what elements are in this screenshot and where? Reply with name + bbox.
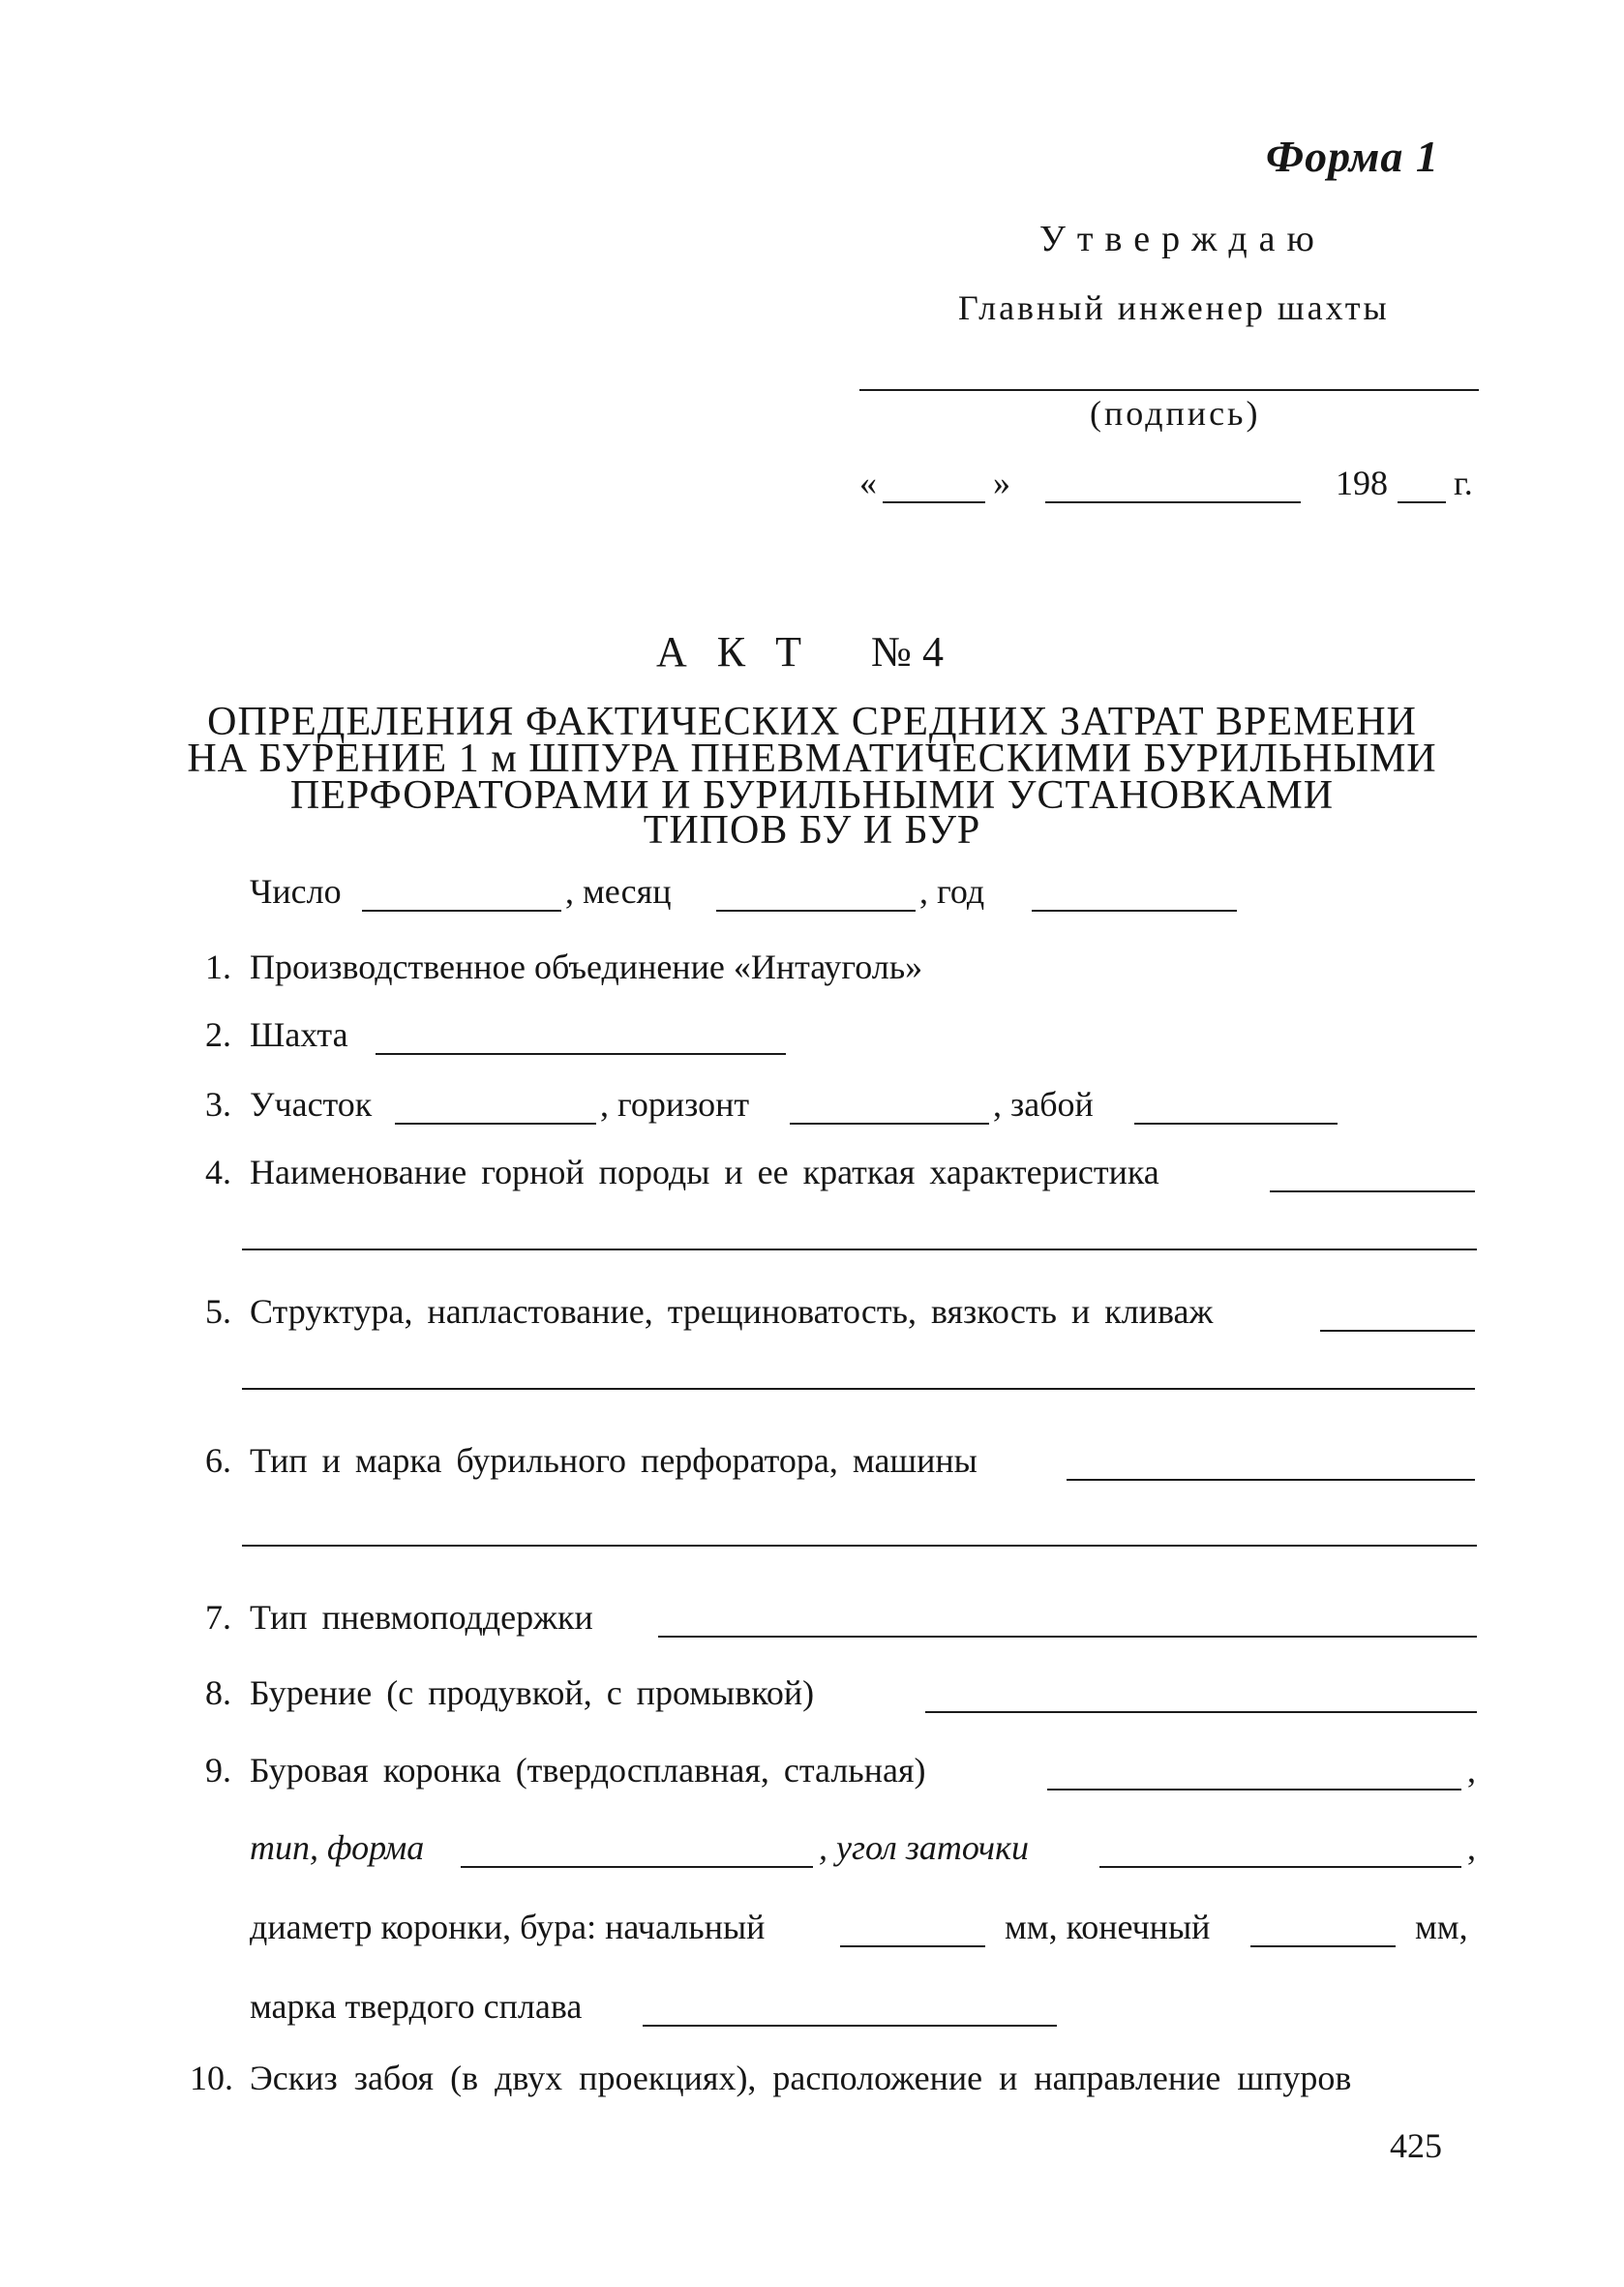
type-form-label: тип, форма (250, 1828, 425, 1867)
item-6-text: Тип и марка бурильного перфоратора, машины (250, 1441, 977, 1480)
initial-diameter-field[interactable] (840, 1945, 985, 1947)
item-1-number: 1. (205, 948, 231, 986)
drill-field[interactable] (1067, 1479, 1475, 1481)
item-6-number: 6. (205, 1441, 231, 1480)
form-label: Форма 1 (1266, 132, 1439, 181)
approval-year-line[interactable] (1398, 501, 1446, 503)
item-9-text: Буровая коронка (твердосплавная, стальная) (250, 1751, 926, 1790)
item-7-number: 7. (205, 1598, 231, 1637)
drill-field-continuation[interactable] (242, 1545, 1477, 1547)
item-2-text: Шахта (250, 1015, 348, 1054)
item-5-text: Структура, напластование, трещиноватость, вязкость и кливаж (250, 1292, 1214, 1331)
year-field[interactable] (1032, 910, 1237, 912)
approval-day-line[interactable] (883, 501, 985, 503)
title-line-3: ПЕРФОРАТОРАМИ И БУРИЛЬНЫМИ УСТАНОВКАМИ (289, 773, 1335, 818)
approval-heading: Утверждаю (1039, 219, 1326, 259)
item-3-number: 3. (205, 1085, 231, 1124)
final-label: мм, конечный (1005, 1908, 1211, 1946)
approver-position: Главный инженер шахты (958, 288, 1390, 327)
face-label: , забой (993, 1085, 1094, 1124)
final-diameter-field[interactable] (1250, 1945, 1396, 1947)
year-label: , год (919, 872, 985, 911)
year-prefix: 198 (1336, 464, 1388, 502)
quote-close: » (993, 464, 1010, 502)
rock-field[interactable] (1270, 1190, 1475, 1192)
alloy-label: марка твердого сплава (250, 1987, 583, 2026)
item-5-number: 5. (205, 1292, 231, 1331)
month-field[interactable] (716, 910, 916, 912)
day-field[interactable] (362, 910, 561, 912)
horizon-label: , горизонт (600, 1085, 750, 1124)
month-label: , месяц (565, 872, 672, 911)
face-field[interactable] (1134, 1123, 1338, 1125)
item-2-number: 2. (205, 1015, 231, 1054)
mine-field[interactable] (376, 1053, 786, 1055)
quote-open: « (859, 464, 877, 502)
page-number: 425 (1390, 2126, 1442, 2165)
title-line-1: ОПРЕДЕЛЕНИЯ ФАКТИЧЕСКИХ СРЕДНИХ ЗАТРАТ ВРЕМЕНИ (207, 700, 1417, 744)
signature-line[interactable] (859, 389, 1479, 391)
item-10-text: Эскиз забоя (в двух проекциях), расположение и направление шпуров (250, 2059, 1352, 2097)
structure-field-continuation[interactable] (242, 1388, 1475, 1390)
item-4-text: Наименование горной породы и ее краткая характеристика (250, 1153, 1159, 1191)
rock-field-continuation[interactable] (242, 1249, 1477, 1250)
horizon-field[interactable] (790, 1123, 989, 1125)
section-field[interactable] (395, 1123, 596, 1125)
item-7-text: Тип пневмоподдержки (250, 1598, 593, 1637)
act-number: № 4 (871, 628, 944, 676)
pneumatic-support-field[interactable] (658, 1636, 1477, 1638)
diameter-label: диаметр коронки, бура: начальный (250, 1908, 766, 1946)
angle-label: , угол заточки (819, 1828, 1029, 1867)
title-line-2: НА БУРЕНИЕ 1 м ШПУРА ПНЕВМАТИЧЕСКИМИ БУРИЛЬНЫМИ (187, 737, 1437, 781)
title-line-4: ТИПОВ БУ И БУР (643, 808, 981, 853)
drilling-method-field[interactable] (925, 1711, 1477, 1713)
alloy-field[interactable] (643, 2025, 1057, 2027)
item-9-comma-2: , (1467, 1828, 1476, 1867)
bit-material-field[interactable] (1047, 1789, 1461, 1790)
item-4-number: 4. (205, 1153, 231, 1191)
item-8-number: 8. (205, 1673, 231, 1712)
mm-label: мм, (1415, 1908, 1468, 1946)
item-9-comma: , (1467, 1751, 1476, 1790)
angle-field[interactable] (1099, 1866, 1461, 1868)
approval-month-line[interactable] (1045, 501, 1301, 503)
item-1-text: Производственное объединение «Интауголь» (250, 948, 923, 986)
act-letters: А К Т (656, 628, 801, 676)
item-9-number: 9. (205, 1751, 231, 1790)
structure-field[interactable] (1320, 1330, 1475, 1332)
year-suffix: г. (1454, 464, 1473, 502)
item-3-text: Участок (250, 1085, 373, 1124)
item-10-number: 10. (190, 2059, 233, 2097)
type-form-field[interactable] (461, 1866, 813, 1868)
day-label: Число (250, 872, 342, 911)
item-8-text: Бурение (с продувкой, с промывкой) (250, 1673, 815, 1712)
signature-caption: (подпись) (1090, 394, 1261, 433)
